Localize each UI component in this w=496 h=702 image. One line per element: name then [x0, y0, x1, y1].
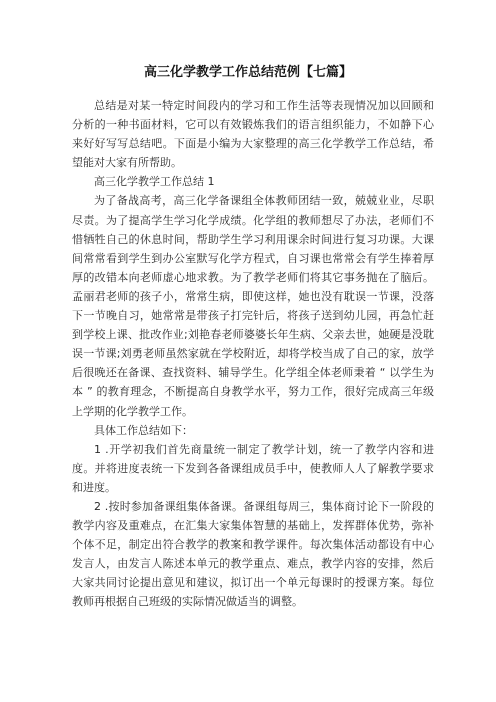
list-item-1: 1 .开学初我们首先商量统一制定了教学计划，统一了教学内容和进度。并将进度表统一下发到各备课组成员手中，使教师人人了解教学要求和进度。 — [72, 442, 434, 494]
intro-paragraph: 总结是对某一特定时间段内的学习和工作生活等表现情况加以回顾和分析的一种书面材料，它可以有效锻炼我们的语言组织能力，不如静下心来好好写写总结吧。下面是小编为大家整理的高三化学教学工作总结，希望能对大家有所帮助。 — [72, 99, 434, 170]
subheading: 具体工作总结如下： — [94, 423, 193, 437]
document-title: 高三化学教学工作总结范例【七篇】 — [143, 65, 352, 80]
list-item-2: 2 .按时参加备课组集体备课。备课组每周三，集体商讨论下一阶段的教学内容及重难点，在汇集大家集体智慧的基础上，发挥群体优势，弥补个体不足，制定出符合教学的教案和教学课件。每次集体活动都设有中心发言人，由发言人陈述本单元的教学重点、难点，教学内容的安排，然后大家共同讨论提出意见和建议，拟订出一个单元每课时的授课方案。每位教师再根据自己班级的实际情况做适当的调整。 — [72, 499, 434, 609]
section-heading: 高三化学教学工作总结 1 — [94, 175, 215, 189]
document-body — [72, 96, 434, 612]
body-paragraph: 为了备战高考，高三化学备课组全体教师团结一致，兢兢业业，尽职尽责。为了提高学生学习化学成绩。化学组的教师想尽了办法，老师们不惜牺牲自己的休息时间，帮助学生学习利用课余时间进行复习功课。大课间常常看到学生到办公室默写化学方程式，自习课也常常会有学生捧着厚厚的改错本向老师虚心地求教。为了教学老师们将其它事务抛在了脑后。孟丽君老师的孩子小，常常生病，即使这样，她也没有耽误一节课，没落下一节晚自习，她常常是带孩子打完针后，将孩子送到幼儿园，再急忙赶到学校上课、批改作业;刘艳春老师婆婆长年生病、父亲去世，她硬是没耽误一节课;刘勇老师虽然家就在学校附近，却将学校当成了自己的家，放学后很晚还在备课、查找资料、辅导学生。化学组全体老师秉着 “ 以学生为本 ” 的教育理念，不断提高自身教学水平，努力工作，很好完成高三年级上学期的化学教学工作。 — [72, 194, 434, 418]
